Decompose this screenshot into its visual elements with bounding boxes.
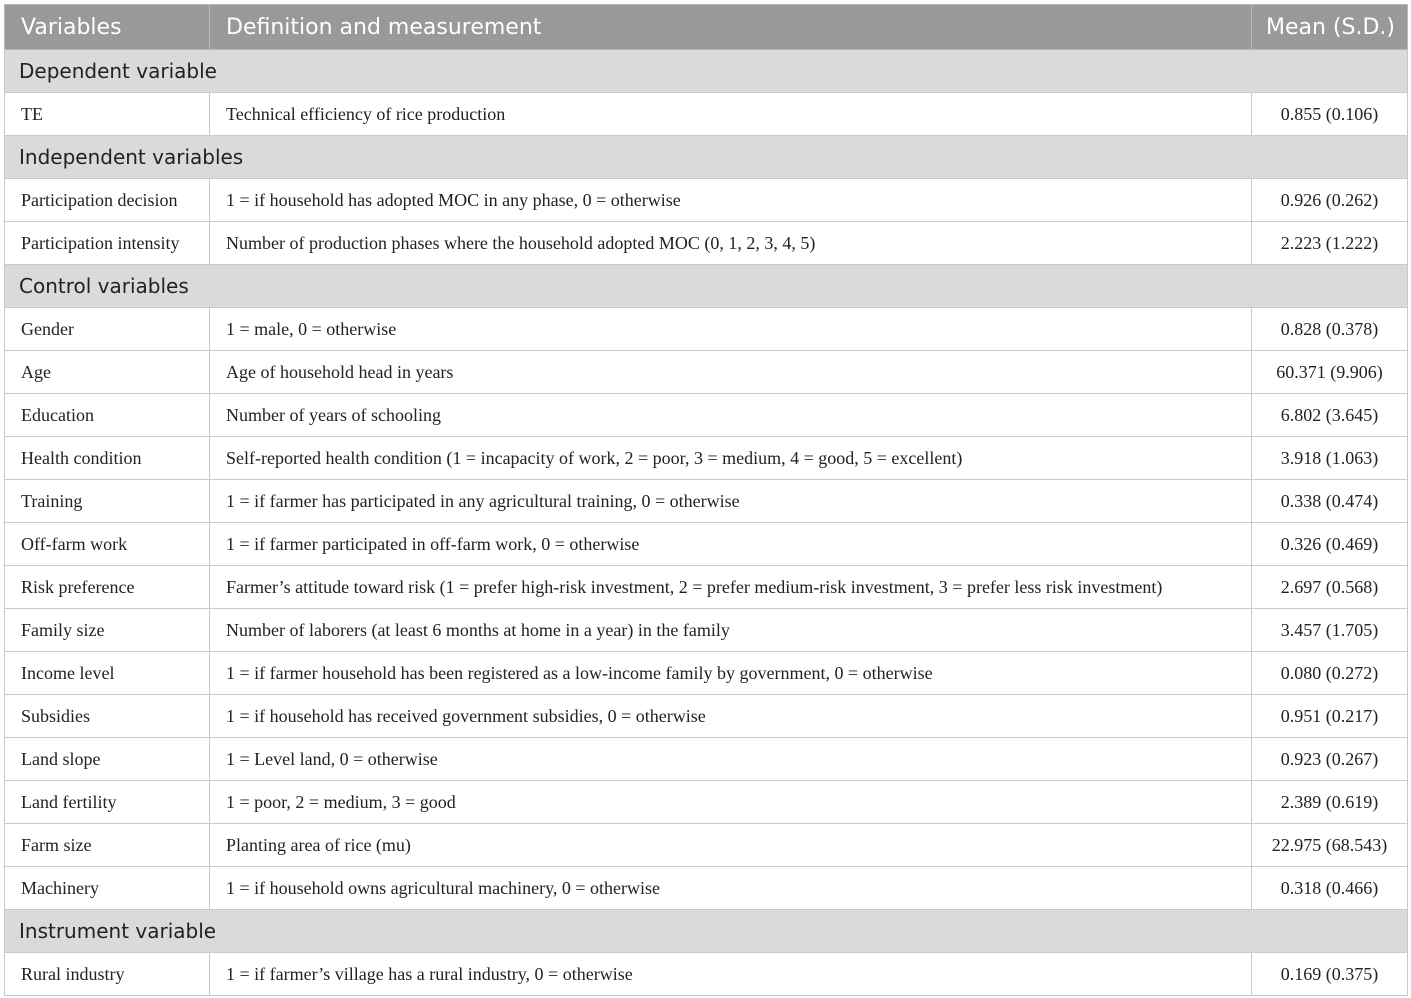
variable-cell: Participation decision [5, 179, 210, 222]
definition-cell: 1 = if household has received government subsidies, 0 = otherwise [210, 695, 1252, 738]
header-variables: Variables [5, 5, 210, 50]
definition-cell: 1 = if household has adopted MOC in any phase, 0 = otherwise [210, 179, 1252, 222]
definition-cell: Self-reported health condition (1 = incapacity of work, 2 = poor, 3 = medium, 4 = good, 5 = excellent) [210, 437, 1252, 480]
mean-cell: 2.223 (1.222) [1252, 222, 1408, 265]
variable-cell: Age [5, 351, 210, 394]
table-row [5, 566, 1408, 609]
variable-cell: Land fertility [5, 781, 210, 824]
table-row [5, 609, 1408, 652]
definition-cell: Number of years of schooling [210, 394, 1252, 437]
table-row [5, 480, 1408, 523]
mean-cell: 0.169 (0.375) [1252, 953, 1408, 996]
table-row [5, 351, 1408, 394]
variable-cell: Rural industry [5, 953, 210, 996]
mean-cell: 0.338 (0.474) [1252, 480, 1408, 523]
mean-cell: 2.389 (0.619) [1252, 781, 1408, 824]
mean-cell: 0.951 (0.217) [1252, 695, 1408, 738]
table-body [5, 50, 1408, 996]
section-title: Dependent variable [5, 50, 1408, 93]
table-row [5, 437, 1408, 480]
definition-cell: Technical efficiency of rice production [210, 93, 1252, 136]
definition-cell: 1 = if household owns agricultural machinery, 0 = otherwise [210, 867, 1252, 910]
variable-cell: Land slope [5, 738, 210, 781]
mean-cell: 3.918 (1.063) [1252, 437, 1408, 480]
mean-cell: 60.371 (9.906) [1252, 351, 1408, 394]
table-header-row [5, 5, 1408, 50]
table-row [5, 738, 1408, 781]
table-row [5, 781, 1408, 824]
mean-cell: 0.080 (0.272) [1252, 652, 1408, 695]
table-row [5, 824, 1408, 867]
variable-cell: Farm size [5, 824, 210, 867]
table-row [5, 93, 1408, 136]
variable-cell: Health condition [5, 437, 210, 480]
mean-cell: 0.828 (0.378) [1252, 308, 1408, 351]
mean-cell: 0.923 (0.267) [1252, 738, 1408, 781]
section-row [5, 265, 1408, 308]
mean-cell: 0.855 (0.106) [1252, 93, 1408, 136]
table-row [5, 652, 1408, 695]
variable-cell: Participation intensity [5, 222, 210, 265]
variable-cell: Education [5, 394, 210, 437]
section-row [5, 910, 1408, 953]
variable-cell: Training [5, 480, 210, 523]
definition-cell: 1 = if farmer’s village has a rural industry, 0 = otherwise [210, 953, 1252, 996]
mean-cell: 6.802 (3.645) [1252, 394, 1408, 437]
definition-cell: 1 = male, 0 = otherwise [210, 308, 1252, 351]
table-row [5, 394, 1408, 437]
variables-table [4, 4, 1408, 996]
variable-cell: Off-farm work [5, 523, 210, 566]
section-row [5, 50, 1408, 93]
definition-cell: Farmer’s attitude toward risk (1 = prefer high-risk investment, 2 = prefer medium-risk investment, 3 = prefer less risk investment) [210, 566, 1252, 609]
mean-cell: 0.318 (0.466) [1252, 867, 1408, 910]
table-row [5, 222, 1408, 265]
header-definition: Definition and measurement [210, 5, 1252, 50]
table-row [5, 953, 1408, 996]
definition-cell: 1 = if farmer participated in off-farm work, 0 = otherwise [210, 523, 1252, 566]
section-title: Control variables [5, 265, 1408, 308]
variable-cell: Subsidies [5, 695, 210, 738]
definition-cell: Number of production phases where the household adopted MOC (0, 1, 2, 3, 4, 5) [210, 222, 1252, 265]
section-title: Independent variables [5, 136, 1408, 179]
variable-cell: Machinery [5, 867, 210, 910]
definition-cell: 1 = Level land, 0 = otherwise [210, 738, 1252, 781]
table-row [5, 867, 1408, 910]
mean-cell: 3.457 (1.705) [1252, 609, 1408, 652]
definition-cell: Age of household head in years [210, 351, 1252, 394]
variable-cell: Gender [5, 308, 210, 351]
definition-cell: Number of laborers (at least 6 months at home in a year) in the family [210, 609, 1252, 652]
mean-cell: 22.975 (68.543) [1252, 824, 1408, 867]
variable-cell: Income level [5, 652, 210, 695]
mean-cell: 0.926 (0.262) [1252, 179, 1408, 222]
variable-cell: TE [5, 93, 210, 136]
definition-cell: Planting area of rice (mu) [210, 824, 1252, 867]
table-row [5, 179, 1408, 222]
section-row [5, 136, 1408, 179]
variable-cell: Family size [5, 609, 210, 652]
definition-cell: 1 = if farmer has participated in any agricultural training, 0 = otherwise [210, 480, 1252, 523]
header-mean: Mean (S.D.) [1252, 5, 1408, 50]
mean-cell: 2.697 (0.568) [1252, 566, 1408, 609]
table-row [5, 695, 1408, 738]
table-row [5, 308, 1408, 351]
section-title: Instrument variable [5, 910, 1408, 953]
definition-cell: 1 = if farmer household has been registered as a low-income family by government, 0 = otherwise [210, 652, 1252, 695]
variable-cell: Risk preference [5, 566, 210, 609]
table-row [5, 523, 1408, 566]
definition-cell: 1 = poor, 2 = medium, 3 = good [210, 781, 1252, 824]
mean-cell: 0.326 (0.469) [1252, 523, 1408, 566]
